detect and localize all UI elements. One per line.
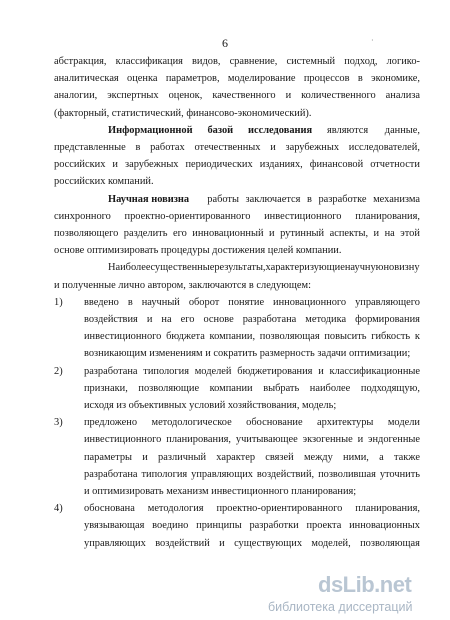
page-number: 6 — [222, 36, 228, 50]
scan-mark: · — [371, 36, 374, 45]
text-line — [54, 191, 420, 208]
list-number: 2) — [54, 365, 63, 377]
list-number: 3) — [54, 417, 63, 429]
paragraph-novelty — [54, 191, 420, 260]
text-line: разработана типология управляющих воздействий, позволившая уточнить — [84, 468, 420, 480]
text-line: и полученные лично автором, заключаются в следующем: — [54, 279, 311, 291]
bold-term: базой — [207, 124, 234, 136]
list-number: 4) — [54, 503, 63, 515]
results-list — [54, 294, 420, 552]
text-line: предложено методологическое обоснование архитектуры модели — [84, 417, 420, 429]
text-line: (факторный, статистический, финансово-экономический). — [54, 107, 312, 119]
list-item — [54, 500, 420, 552]
text-line: признаки, позволяющие компании выбрать наиболее подходящую, — [84, 382, 420, 394]
paragraph-methods — [54, 53, 420, 122]
text-line: российских компаний. — [54, 176, 154, 188]
text-line: Наиболее существенные результаты, характеризующие научную новизну — [108, 262, 420, 274]
text-line: возникающим изменениям и сократить размерность задачи оптимизации; — [84, 348, 411, 360]
text-line: синхронного проектно-ориентированного инвестиционного планирования, — [54, 210, 420, 222]
text-line — [54, 122, 420, 139]
text-line: инвестиционного бюджета компании, позволяющая повысить гибкость к — [84, 331, 420, 343]
bold-term: исследования — [248, 124, 313, 136]
paragraph-results-intro — [54, 259, 420, 293]
list-item — [54, 363, 420, 415]
list-item — [54, 414, 420, 500]
text-line: разработана типология моделей бюджетирования и классификационные — [84, 365, 420, 377]
text-line: российских и зарубежных периодических изданиях, финансовой отчетности — [54, 159, 420, 171]
text-segment: работы заключается в разработке механизма — [207, 193, 420, 205]
watermark-logo: dsLib.net — [318, 572, 412, 597]
text-line: основе оптимизировать процедуры достижения целей компании. — [54, 245, 342, 257]
text-line: абстракция, классификация видов, сравнение, системный подход, логико- — [54, 56, 420, 67]
text-line: аналитическая оценка параметров, моделирование процессов в экономике, — [54, 73, 420, 85]
list-number: 1) — [54, 296, 63, 308]
bold-term: Информационной — [108, 124, 193, 136]
text-segment: являются данные, — [326, 124, 420, 136]
paragraph-information-base — [54, 122, 420, 191]
dslib-watermark — [260, 572, 450, 620]
text-line: и оптимизировать механизм инвестиционного планирования; — [84, 486, 357, 498]
text-line: аналогии, экспертных оценок, качественного и количественного анализа — [54, 90, 420, 102]
bold-term: новизна — [151, 193, 190, 205]
text-line: управляющих воздействий и существующих моделей, позволяющая — [84, 537, 420, 549]
text-line: обоснована методология проектно-ориентированного планирования, — [84, 503, 420, 515]
text-line: введено в научный оборот понятие инновационного управляющего — [84, 296, 420, 308]
text-line: увязывающая воедино принципы разработки проекта инновационных — [84, 520, 420, 532]
watermark-subtitle: библиотека диссертаций — [268, 600, 413, 614]
bold-term: Научная — [108, 193, 149, 205]
text-line: воздействия и на его основе разработана методика формирования — [84, 314, 420, 326]
text-line: параметры и различный характер связей между ними, а также — [84, 451, 420, 463]
text-line: позволяющего разделить его инновационный и рутинный аспекты, и на этой — [54, 228, 420, 240]
text-line: исходя из объективных условий хозяйствования, модель; — [84, 400, 337, 412]
document-body — [54, 53, 420, 552]
list-item — [54, 294, 420, 363]
text-line: инвестиционного планирования, учитывающее экзогенные и эндогенные — [84, 434, 420, 446]
text-line: представленные в работах отечественных и зарубежных исследователей, — [54, 142, 420, 154]
